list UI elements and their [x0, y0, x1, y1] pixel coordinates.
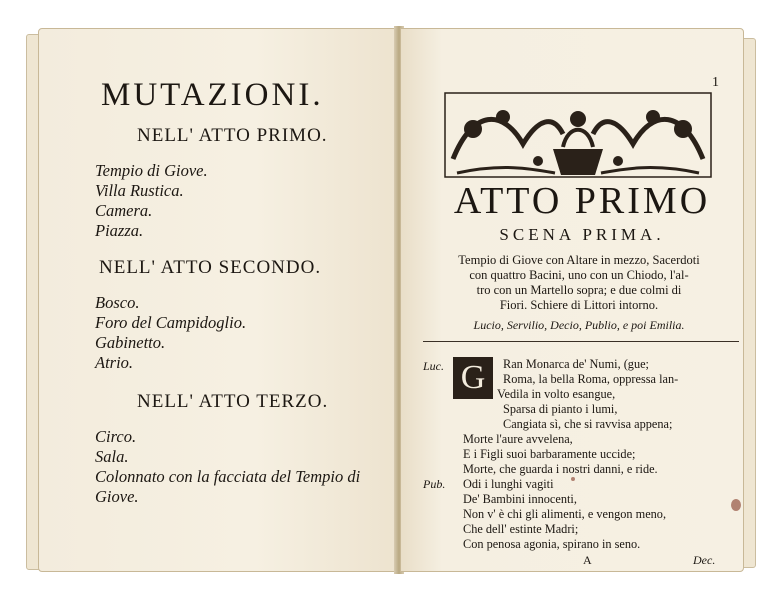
scene-item: Piazza. [95, 221, 144, 240]
scene-item: Sala. [95, 447, 129, 466]
character-list: Lucio, Servilio, Decio, Publio, e poi Emilia. [473, 318, 685, 332]
speaker-label: Luc. [423, 359, 444, 373]
act-heading-3: NELL' ATTO TERZO. [137, 391, 329, 412]
stage-direction-line: con quattro Bacini, uno con un Chiodo, l'al- [469, 268, 689, 282]
scene-item: Colonnato con la facciata del Tempio di Giove. [95, 467, 361, 506]
foxing-stain [571, 477, 575, 481]
verse-line: Sparsa di pianto i lumi, [503, 402, 618, 416]
stage-direction-line: tro con un Martello sopra; e due colmi di [476, 283, 682, 297]
verse-line: Odi i lunghi vagiti [463, 477, 554, 491]
verse-line: Cangiata sì, che si ravvisa appena; [503, 417, 673, 431]
scene-title: SCENA PRIMA. [499, 225, 665, 244]
scene-list-act-2 [95, 293, 246, 373]
scene-item: Villa Rustica. [95, 181, 184, 200]
catchword: Dec. [693, 553, 716, 567]
speaker-label: Pub. [423, 477, 446, 491]
stage-direction-line: Fiori. Schiere di Littori intorno. [499, 298, 659, 312]
page-title: MUTAZIONI. [101, 77, 324, 113]
scene-list-act-1 [95, 161, 208, 241]
scene-item: Bosco. [95, 293, 140, 312]
verse-line: Vedila in volto esangue, [497, 387, 616, 401]
scene-item: Atrio. [95, 353, 134, 372]
scene-item: Circo. [95, 427, 137, 446]
verse-line: Non v' è chi gli alimenti, e vengon meno, [463, 507, 667, 521]
act-heading-1: NELL' ATTO PRIMO. [137, 125, 328, 146]
stage-direction-line: Tempio di Giove con Altare in mezzo, Sacerdoti [458, 253, 700, 267]
verse-line: Morte, che guarda i nostri danni, e ride. [463, 462, 658, 476]
headpiece-ornament [443, 89, 713, 181]
verse-line: Morte l'aure avvelena, [463, 432, 573, 446]
stage-direction [421, 253, 737, 313]
scene-item: Gabinetto. [95, 333, 166, 352]
open-book [18, 14, 758, 580]
left-page [38, 28, 398, 572]
act-title: ATTO PRIMO [453, 180, 711, 222]
verse-line: Roma, la bella Roma, oppressa lan- [503, 372, 679, 386]
divider [423, 341, 739, 342]
verse-line: Con penosa agonia, spirano in seno. [463, 537, 641, 551]
scene-item: Camera. [95, 201, 153, 220]
scene-item: Foro del Campidoglio. [95, 313, 247, 332]
foxing-stain [731, 499, 741, 511]
act-heading-2: NELL' ATTO SECONDO. [99, 257, 322, 278]
drop-cap: G [453, 357, 493, 399]
verse-line: Che dell' estinte Madri; [463, 522, 579, 536]
right-page [400, 28, 744, 572]
verse-line: De' Bambini innocenti, [463, 492, 577, 506]
scene-list-act-3 [95, 427, 385, 507]
signature-mark: A [583, 553, 592, 567]
verse-line: E i Figli suoi barbaramente uccide; [463, 447, 636, 461]
scene-item: Tempio di Giove. [95, 161, 208, 180]
verse-line: Ran Monarca de' Numi, (gue; [503, 357, 649, 371]
page-number: 1 [712, 75, 719, 90]
